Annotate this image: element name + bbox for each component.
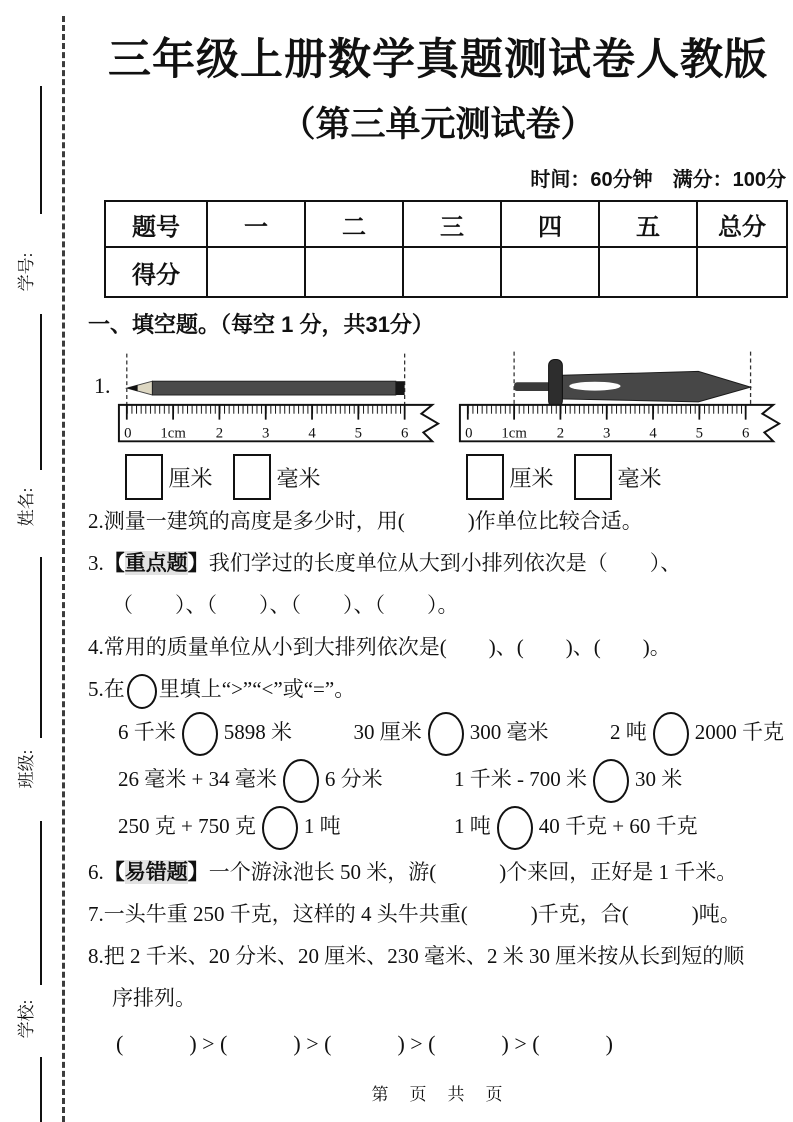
ruler-tick-label: 2 xyxy=(215,425,223,442)
question-7: 7.一头牛重 250 千克，这样的 4 头牛共重( )千克，合( )吨。 xyxy=(88,902,741,926)
score-cell xyxy=(599,247,697,297)
ruler-tick-label: 1cm xyxy=(500,425,527,442)
question-1 xyxy=(88,347,788,500)
question-8-line1: 8.把 2 千米、20 分米、20 厘米、230 毫米、2 米 30 厘米按从长到短的顺 xyxy=(88,944,745,968)
score-cell xyxy=(305,247,403,297)
question-4: 4.常用的质量单位从小到大排列依次是( )、( )、( )。 xyxy=(88,635,671,659)
question-3-line2: （ ）、（ ）、（ ）、（ ）。 xyxy=(112,593,459,617)
section-1-title: 一、填空题。（每空 1 分，共31分） xyxy=(88,312,434,337)
comparison-pair: 6 千米 5898 米 xyxy=(118,712,292,756)
class-label: 班级: xyxy=(17,749,36,789)
ruler-tick-label: 4 xyxy=(648,425,657,442)
ruler-tick-label: 3 xyxy=(602,425,610,442)
toy-sword-icon xyxy=(514,360,750,407)
question-2: 2.测量一建筑的高度是多少时，用( )作单位比较合适。 xyxy=(88,509,643,533)
error-prone-tag: 【易错题】 xyxy=(103,860,209,884)
school-label: 学校: xyxy=(17,999,36,1039)
score-table-header-cell: 总分 xyxy=(697,201,787,247)
score-table-header-cell: 五 xyxy=(599,201,697,247)
comparison-pair: 26 毫米 + 34 毫米 6 分米 xyxy=(118,759,454,803)
pencil-icon xyxy=(126,381,404,395)
score-table-header-row xyxy=(105,201,787,247)
unit-label-cm: 厘米 xyxy=(168,465,213,491)
name-label: 姓名: xyxy=(17,487,36,527)
question-5 xyxy=(88,668,788,710)
side-write-line xyxy=(40,821,42,985)
question-3-text: 我们学过的长度单位从大到小排列依次是（ ）、 xyxy=(208,551,682,575)
page-title: 三年级上册数学真题测试卷人教版 xyxy=(108,36,768,84)
ruler-tick-label: 5 xyxy=(354,425,362,442)
sword-measure-figure xyxy=(454,347,789,500)
score-cell xyxy=(403,247,501,297)
ruler-tick-label: 3 xyxy=(261,425,269,442)
ruler-tick-label: 0 xyxy=(123,425,131,442)
comparison-circle xyxy=(262,806,298,850)
score-table-header-cell: 一 xyxy=(207,201,305,247)
paper-body xyxy=(88,0,788,1070)
ruler-tick-label: 6 xyxy=(400,425,408,442)
side-write-line xyxy=(40,314,42,470)
answer-box xyxy=(466,454,504,500)
comparison-circle xyxy=(497,806,533,850)
unit-label-cm: 厘米 xyxy=(509,465,554,491)
comparison-pair: 250 克 + 750 克 1 吨 xyxy=(118,806,454,850)
page-subtitle: （第三单元测试卷） xyxy=(280,105,596,144)
comparison-circle xyxy=(283,759,319,803)
student-number-label: 学号: xyxy=(17,252,36,292)
question-6-text: 一个游泳池长 50 米，游( )个来回，正好是 1 千米。 xyxy=(208,860,738,884)
comparison-circle xyxy=(127,674,157,709)
comparison-pair: 30 厘米 300 毫米 xyxy=(354,712,549,756)
ruler-icon xyxy=(459,405,778,442)
ruler-tick-label: 0 xyxy=(464,425,472,442)
question-5-row-3 xyxy=(88,804,788,851)
comparison-pair: 1 吨 40 千克 + 60 千克 xyxy=(454,806,788,850)
answer-box xyxy=(125,454,163,500)
question-6 xyxy=(88,851,788,893)
sword-ruler-diagram xyxy=(454,347,789,443)
score-cell xyxy=(697,247,787,297)
score-row-label: 得分 xyxy=(105,247,207,297)
time-score-info: 时间：60分钟 满分：100分 xyxy=(530,169,786,191)
ruler-tick-label: 4 xyxy=(307,425,316,442)
ruler-tick-label: 1cm xyxy=(159,425,186,442)
comparison-circle xyxy=(653,712,689,756)
unit-label-mm: 毫米 xyxy=(276,465,321,491)
question-3-number: 3. xyxy=(88,551,104,575)
score-table xyxy=(104,200,788,298)
score-table-header-cell: 题号 xyxy=(105,201,207,247)
ruler-icon xyxy=(118,405,437,442)
key-question-tag: 【重点题】 xyxy=(103,551,209,575)
question-6-number: 6. xyxy=(88,860,104,884)
score-table-header-cell: 三 xyxy=(403,201,501,247)
question-5-row-2 xyxy=(88,757,788,804)
ruler-tick-label: 6 xyxy=(741,425,749,442)
question-8-line2: 序排列。 xyxy=(112,986,196,1010)
question-5-tail: 里填上“>”“<”或“=”。 xyxy=(158,677,356,701)
answer-boxes-row xyxy=(125,454,448,500)
score-cell xyxy=(207,247,305,297)
pencil-measure-figure xyxy=(113,347,448,500)
question-3 xyxy=(88,542,788,626)
answer-box xyxy=(574,454,612,500)
score-cell xyxy=(501,247,599,297)
pencil-ruler-diagram xyxy=(113,347,448,443)
ruler-tick-label: 2 xyxy=(556,425,564,442)
comparison-pair: 2 吨 2000 千克 xyxy=(610,712,784,756)
comparison-circle xyxy=(593,759,629,803)
question-8-answer-row: ( ) > ( ) > ( ) > ( ) > ( ) xyxy=(116,1031,613,1056)
comparison-circle xyxy=(428,712,464,756)
ruler-tick-label: 5 xyxy=(695,425,703,442)
question-5-row-1 xyxy=(88,710,788,757)
unit-label-mm: 毫米 xyxy=(617,465,662,491)
side-write-line xyxy=(40,86,42,214)
score-table-header-cell: 四 xyxy=(501,201,599,247)
side-write-line xyxy=(40,557,42,738)
comparison-circle xyxy=(182,712,218,756)
comparison-pair: 1 千米 - 700 米 30 米 xyxy=(454,759,788,803)
score-table-header-cell: 二 xyxy=(305,201,403,247)
answer-boxes-row xyxy=(466,454,789,500)
question-8 xyxy=(88,935,788,1019)
score-table-score-row xyxy=(105,247,787,297)
side-write-line xyxy=(40,1057,42,1122)
question-5-lead: 5.在 xyxy=(88,677,125,701)
page-footer: 第 页 共 页 xyxy=(371,1085,505,1104)
answer-box xyxy=(233,454,271,500)
question-1-number: 1. xyxy=(94,373,111,398)
binding-dashed-line xyxy=(62,16,65,1122)
